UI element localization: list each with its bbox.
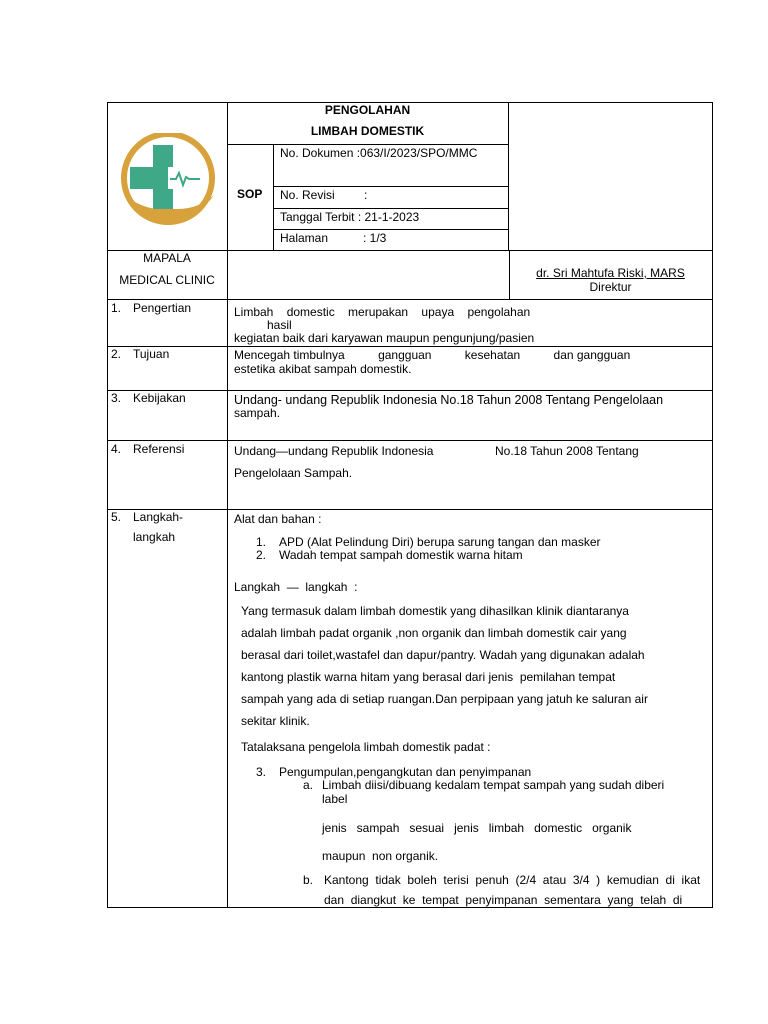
kebijakan-number: 3. <box>111 391 122 405</box>
tujuan-line1: Mencegah timbulnya gangguan kesehatan dan gangguan <box>234 348 631 362</box>
title-line1: PENGOLAHAN <box>324 103 411 117</box>
sub-b-line2: dan diangkut ke tempat penyimpanan sementara yang telah di <box>324 893 683 907</box>
pengertian-line2: hasil <box>267 318 292 332</box>
alat-item-1-text: APD (Alat Pelindung Diri) berupa sarung tangan dan masker <box>279 535 601 549</box>
divider-title <box>227 144 508 145</box>
kebijakan-line2: sampah. <box>234 406 281 420</box>
signer-title: Direktur <box>589 280 632 294</box>
sub-a-num: a. <box>303 778 314 792</box>
border-right <box>712 102 713 908</box>
divider-dok <box>273 186 508 187</box>
pengertian-line3: kegiatan baik dari karyawan maupun pengunjung/pasien <box>234 331 535 345</box>
referensi-line2: Pengelolaan Sampah. <box>234 466 353 480</box>
referensi-line1a: Undang—undang Republik Indonesia <box>234 444 434 458</box>
border-left <box>107 102 108 908</box>
title-line2: LIMBAH DOMESTIK <box>310 124 425 138</box>
border-bottom <box>107 907 713 908</box>
sub-a-line1: Limbah diisi/dibuang kedalam tempat sampah yang sudah diberi <box>322 778 665 792</box>
kebijakan-line1: Undang- undang Republik Indonesia No.18 Tahun 2008 Tentang Pengelolaan <box>234 393 664 407</box>
divider-row2 <box>107 346 713 347</box>
pengertian-number: 1. <box>111 301 122 315</box>
divider-row3 <box>107 390 713 391</box>
step3-num: 3. <box>256 765 267 779</box>
halaman-value: : 1/3 <box>363 231 387 245</box>
alat-item-2-text: Wadah tempat sampah domestik warna hitam <box>279 548 523 562</box>
kebijakan-label: Kebijakan <box>133 391 186 405</box>
divider-doc-right <box>508 102 509 250</box>
langkah-label-line2: langkah <box>133 530 176 544</box>
divider-rev <box>273 208 508 209</box>
tujuan-number: 2. <box>111 347 122 361</box>
pengertian-label: Pengertian <box>133 301 192 315</box>
divider-sop <box>273 144 274 250</box>
no-revisi-label: No. Revisi <box>280 188 335 202</box>
divider-logo <box>227 102 228 908</box>
langkah-heading: Langkah — langkah : <box>234 580 358 594</box>
tanggal-terbit: Tanggal Terbit : 21-1-2023 <box>280 210 420 224</box>
tujuan-label: Tujuan <box>133 347 170 361</box>
clinic-logo-icon <box>116 133 220 227</box>
sub-a-line3: jenis sampah sesuai jenis limbah domestic organik <box>322 821 632 835</box>
langkah-number: 5. <box>111 510 122 524</box>
sop-label: SOP <box>237 187 263 201</box>
paragraph-line-6: sekitar klinik. <box>241 714 310 728</box>
divider-row1 <box>107 299 713 300</box>
pengertian-line1: Limbah domestic merupakan upaya pengolahan <box>234 305 531 319</box>
org-name-line1: MAPALA <box>143 251 191 265</box>
org-name-line2: MEDICAL CLINIC <box>119 273 215 287</box>
divider-row4 <box>107 440 713 441</box>
sub-b-num: b. <box>303 873 314 887</box>
paragraph-line-3: berasal dari toilet,wastafel dan dapur/pantry. Wadah yang digunakan adalah <box>241 648 645 662</box>
langkah-label-line1: Langkah- <box>133 510 184 524</box>
paragraph-line-5: sampah yang ada di setiap ruangan.Dan perpipaan yang jatuh ke saluran air <box>241 692 648 706</box>
alat-item-1-num: 1. <box>256 535 267 549</box>
paragraph-line-2: adalah limbah padat organik ,non organik dan limbah domestik cair yang <box>241 626 627 640</box>
alat-heading: Alat dan bahan : <box>234 512 322 526</box>
no-dokumen: No. Dokumen :063/I/2023/SPO/MMC <box>280 146 478 160</box>
halaman-label: Halaman <box>280 231 329 245</box>
paragraph-line-1: Yang termasuk dalam limbah domestik yang dihasilkan klinik diantaranya <box>241 604 629 618</box>
paragraph-line-4: kantong plastik warna hitam yang berasal dari jenis pemilahan tempat <box>241 670 616 684</box>
referensi-number: 4. <box>111 442 122 456</box>
tatalaksana-heading: Tatalaksana pengelola limbah domestik padat : <box>241 740 491 754</box>
sub-a-line2: label <box>322 792 348 806</box>
referensi-line1b: No.18 Tahun 2008 Tentang <box>495 444 639 458</box>
signer-name: dr. Sri Mahtufa Riski, MARS <box>536 266 685 280</box>
divider-tgl <box>273 229 508 230</box>
tujuan-line2: estetika akibat sampah domestik. <box>234 362 412 376</box>
alat-item-2-num: 2. <box>256 548 267 562</box>
sub-b-line1: Kantong tidak boleh terisi penuh (2/4 atau 3/4 ) kemudian di ikat <box>324 873 701 887</box>
divider-row5 <box>107 509 713 510</box>
no-revisi-sep: : <box>364 188 368 202</box>
step3-text: Pengumpulan,pengangkutan dan penyimpanan <box>279 765 532 779</box>
referensi-label: Referensi <box>133 442 185 456</box>
sub-a-line4: maupun non organik. <box>322 849 439 863</box>
